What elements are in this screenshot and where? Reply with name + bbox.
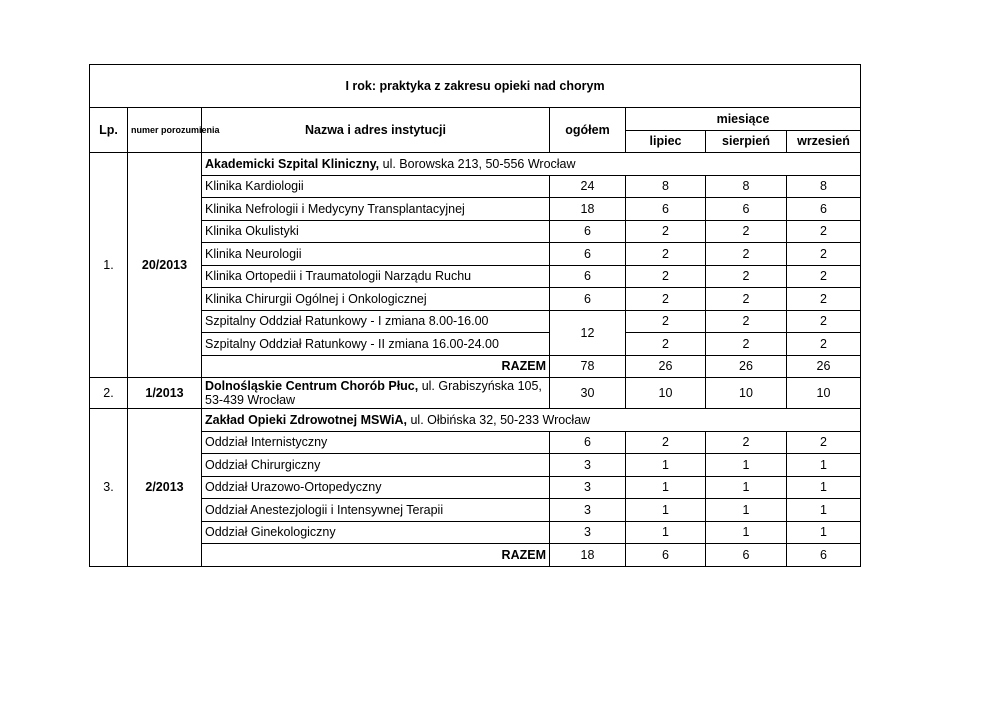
table-row [90, 198, 861, 221]
row-name: Oddział Urazowo-Ortopedyczny [202, 476, 550, 499]
header-ogolem: ogółem [550, 108, 626, 153]
razem-label: RAZEM [202, 355, 550, 378]
razem-lipiec: 26 [626, 355, 706, 378]
row-total: 3 [550, 476, 626, 499]
group3-institution [202, 409, 861, 432]
row-lipiec: 10 [626, 378, 706, 409]
group2-lp: 2. [90, 378, 128, 409]
group3-numer: 2/2013 [128, 409, 202, 567]
row-total: 3 [550, 499, 626, 522]
table-row [90, 378, 861, 409]
row-name: Klinika Kardiologii [202, 175, 550, 198]
row-name: Szpitalny Oddział Ratunkowy - I zmiana 8.00-16.00 [202, 310, 550, 333]
row-lipiec: 6 [626, 198, 706, 221]
row-total: 6 [550, 265, 626, 288]
table-row [90, 333, 861, 356]
group2-institution [202, 378, 550, 409]
group1-inst-address: ul. Borowska 213, 50-556 Wrocław [379, 156, 576, 171]
group1-inst-name: Akademicki Szpital Kliniczny, [205, 156, 380, 171]
row-sierpien: 10 [706, 378, 787, 409]
row-wrzesien: 1 [787, 521, 861, 544]
table-row [90, 476, 861, 499]
row-total: 30 [550, 378, 626, 409]
group3-inst-address: ul. Ołbińska 32, 50-233 Wrocław [407, 412, 591, 427]
row-wrzesien: 10 [787, 378, 861, 409]
table-row [90, 310, 861, 333]
internship-table [89, 64, 861, 567]
row-lipiec: 2 [626, 265, 706, 288]
header-lp: Lp. [90, 108, 128, 153]
row-sierpien: 2 [706, 333, 787, 356]
table-row [90, 175, 861, 198]
header-wrzesien: wrzesień [787, 130, 861, 153]
row-sierpien: 1 [706, 499, 787, 522]
group2-numer: 1/2013 [128, 378, 202, 409]
row-wrzesien: 2 [787, 243, 861, 266]
razem-total: 78 [550, 355, 626, 378]
row-lipiec: 2 [626, 220, 706, 243]
row-sierpien: 1 [706, 476, 787, 499]
razem-sierpien: 26 [706, 355, 787, 378]
razem-total: 18 [550, 544, 626, 567]
row-lipiec: 2 [626, 288, 706, 311]
razem-row [90, 355, 861, 378]
header-numer: numer porozumienia [128, 108, 202, 153]
row-name: Oddział Anestezjologii i Intensywnej Terapii [202, 499, 550, 522]
row-lipiec: 8 [626, 175, 706, 198]
row-total: 12 [550, 310, 626, 355]
row-sierpien: 2 [706, 431, 787, 454]
row-sierpien: 2 [706, 288, 787, 311]
row-total: 24 [550, 175, 626, 198]
razem-lipiec: 6 [626, 544, 706, 567]
row-sierpien: 2 [706, 220, 787, 243]
row-total: 3 [550, 521, 626, 544]
table-row [90, 521, 861, 544]
row-name: Oddział Chirurgiczny [202, 454, 550, 477]
header-nazwa: Nazwa i adres instytucji [202, 108, 550, 153]
row-sierpien: 2 [706, 265, 787, 288]
header-miesiace: miesiące [626, 108, 861, 131]
row-total: 6 [550, 431, 626, 454]
row-sierpien: 2 [706, 243, 787, 266]
row-total: 6 [550, 288, 626, 311]
row-name: Klinika Chirurgii Ogólnej i Onkologicznej [202, 288, 550, 311]
row-wrzesien: 2 [787, 265, 861, 288]
row-name: Oddział Ginekologiczny [202, 521, 550, 544]
row-name: Oddział Internistyczny [202, 431, 550, 454]
row-sierpien: 8 [706, 175, 787, 198]
row-wrzesien: 1 [787, 454, 861, 477]
row-name: Klinika Okulistyki [202, 220, 550, 243]
table-row [90, 431, 861, 454]
row-sierpien: 2 [706, 310, 787, 333]
row-total: 18 [550, 198, 626, 221]
row-sierpien: 1 [706, 454, 787, 477]
row-name: Klinika Nefrologii i Medycyny Transplantacyjnej [202, 198, 550, 221]
group2-inst-name: Dolnośląskie Centrum Chorób Płuc, [205, 379, 419, 393]
row-name: Klinika Neurologii [202, 243, 550, 266]
row-lipiec: 2 [626, 333, 706, 356]
row-total: 6 [550, 220, 626, 243]
row-wrzesien: 2 [787, 431, 861, 454]
table-row [90, 243, 861, 266]
row-total: 3 [550, 454, 626, 477]
table-row [90, 265, 861, 288]
row-sierpien: 1 [706, 521, 787, 544]
razem-label: RAZEM [202, 544, 550, 567]
row-lipiec: 1 [626, 499, 706, 522]
table-row [90, 454, 861, 477]
row-sierpien: 6 [706, 198, 787, 221]
row-wrzesien: 2 [787, 220, 861, 243]
table-row [90, 220, 861, 243]
row-lipiec: 2 [626, 243, 706, 266]
row-wrzesien: 2 [787, 288, 861, 311]
row-total: 6 [550, 243, 626, 266]
row-wrzesien: 1 [787, 499, 861, 522]
group1-numer: 20/2013 [128, 153, 202, 378]
razem-wrzesien: 26 [787, 355, 861, 378]
table-row [90, 288, 861, 311]
row-wrzesien: 6 [787, 198, 861, 221]
row-wrzesien: 1 [787, 476, 861, 499]
row-lipiec: 2 [626, 431, 706, 454]
header-lipiec: lipiec [626, 130, 706, 153]
razem-wrzesien: 6 [787, 544, 861, 567]
row-name: Szpitalny Oddział Ratunkowy - II zmiana 16.00-24.00 [202, 333, 550, 356]
row-lipiec: 1 [626, 521, 706, 544]
row-wrzesien: 2 [787, 333, 861, 356]
row-wrzesien: 8 [787, 175, 861, 198]
group3-lp: 3. [90, 409, 128, 567]
group1-institution [202, 153, 861, 176]
razem-sierpien: 6 [706, 544, 787, 567]
group1-lp: 1. [90, 153, 128, 378]
header-sierpien: sierpień [706, 130, 787, 153]
razem-row [90, 544, 861, 567]
group2-inst-address: ul. Grabiszyńska 105, 53-439 Wrocław [205, 379, 542, 407]
row-name: Klinika Ortopedii i Traumatologii Narządu Ruchu [202, 265, 550, 288]
row-lipiec: 1 [626, 476, 706, 499]
row-lipiec: 2 [626, 310, 706, 333]
table-row [90, 499, 861, 522]
row-wrzesien: 2 [787, 310, 861, 333]
group3-inst-name: Zakład Opieki Zdrowotnej MSWiA, [205, 412, 407, 427]
row-lipiec: 1 [626, 454, 706, 477]
table-title: I rok: praktyka z zakresu opieki nad chorym [90, 65, 861, 108]
